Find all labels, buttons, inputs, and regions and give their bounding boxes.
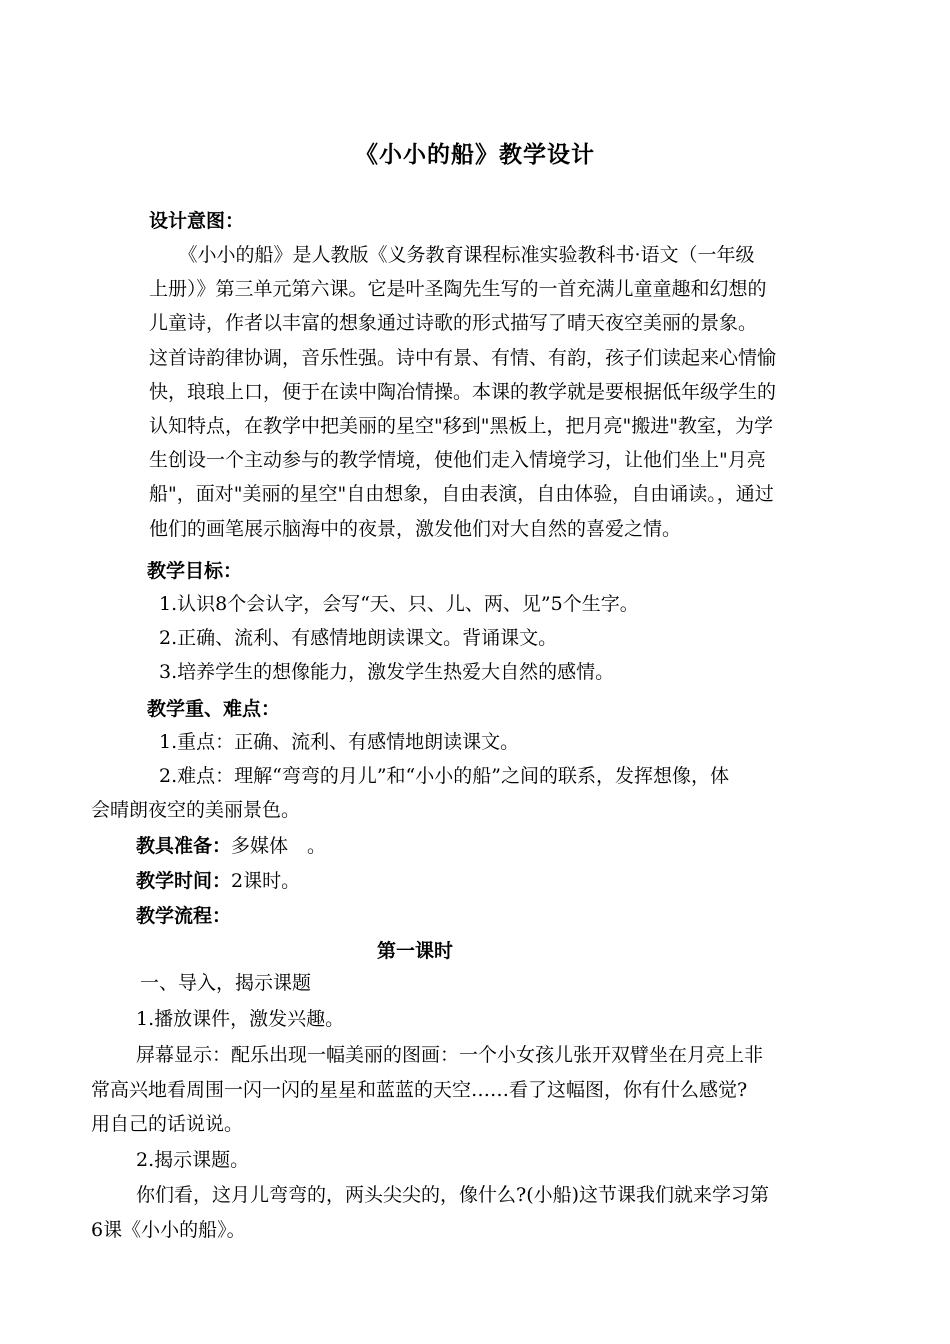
design-intent-line: 儿童诗，作者以丰富的想象通过诗歌的形式描写了晴天夜空美丽的景象。 xyxy=(149,312,758,335)
materials-row xyxy=(136,829,326,863)
reveal-description-line: 你们看，这月儿弯弯的，两头尖尖的，像什么?(小船)这节课我们就来学习第 xyxy=(136,1184,770,1206)
key-point-item: 1.重点：正确、流利、有感情地朗读课文。 xyxy=(159,731,520,753)
objective-item: 3.培养学生的想像能力，激发学生热爱大自然的感情。 xyxy=(159,661,615,683)
materials-label: 教具准备： xyxy=(136,835,232,857)
screen-description-line: 常高兴地看周围一闪一闪的星星和蓝蓝的天空……看了这幅图，你有什么感觉? xyxy=(91,1079,748,1101)
difficult-point-continuation: 会晴朗夜空的美丽景色。 xyxy=(91,799,301,821)
design-intent-line: 这首诗韵律协调，音乐性强。诗中有景、有情、有韵，孩子们读起来心情愉 xyxy=(149,346,777,369)
lesson-one-heading: 第一课时 xyxy=(376,940,453,962)
design-intent-line: 快，琅琅上口，便于在读中陶冶情操。本课的教学就是要根据低年级学生的 xyxy=(149,380,777,403)
duration-label: 教学时间： xyxy=(136,870,232,892)
objectives-heading: 教学目标： xyxy=(147,560,243,582)
objective-item: 2.正确、流利、有感情地朗读课文。背诵课文。 xyxy=(159,627,558,649)
materials-value: 多媒体 。 xyxy=(231,835,327,857)
difficult-point-item: 2.难点：理解“弯弯的月儿”和“小小的船”之间的联系，发挥想像，体 xyxy=(159,765,729,787)
reveal-description-line: 6课《小小的船》。 xyxy=(91,1219,246,1241)
design-intent-line: 上册）》第三单元第六课。它是叶圣陶先生写的一首充满儿童童趣和幻想的 xyxy=(149,278,767,301)
design-intent-line: 船"，面对"美丽的星空"自由想象，自由表演，自由体验，自由诵读。，通过 xyxy=(149,483,774,506)
section-intro-title: 一、导入，揭示课题 xyxy=(140,972,312,994)
step-reveal-title: 2.揭示课题。 xyxy=(136,1149,250,1171)
objective-item: 1.认识8个会认字，会写“天、只、儿、两、见”5个生字。 xyxy=(159,593,639,615)
key-points-heading: 教学重、难点： xyxy=(147,698,281,720)
screen-description-line: 屏幕显示：配乐出现一幅美丽的图画：一个小女孩儿张开双臂坐在月亮上非 xyxy=(136,1044,764,1066)
screen-description-line: 用自己的话说说。 xyxy=(91,1113,244,1135)
document-title: 《小小的船》教学设计 xyxy=(355,142,595,168)
objectives-list xyxy=(159,587,639,689)
design-intent-line: 《小小的船》是人教版《义务教育课程标准实验教科书·语文（一年级 xyxy=(169,244,755,266)
design-intent-paragraph xyxy=(149,238,861,546)
design-intent-line: 生创设一个主动参与的教学情境，使他们走入情境学习，让他们坐上"月亮 xyxy=(149,449,766,472)
process-heading: 教学流程： xyxy=(136,905,232,927)
step-play-courseware: 1.播放课件，激发兴趣。 xyxy=(136,1008,345,1030)
duration-value: 2课时。 xyxy=(231,870,301,892)
duration-row xyxy=(136,864,300,898)
design-intent-line: 认知特点，在教学中把美丽的星空"移到"黑板上，把月亮"搬进"教室，为学 xyxy=(149,414,773,437)
design-intent-line: 他们的画笔展示脑海中的夜景，激发他们对大自然的喜爱之情。 xyxy=(149,517,682,540)
design-intent-heading: 设计意图： xyxy=(149,210,245,232)
